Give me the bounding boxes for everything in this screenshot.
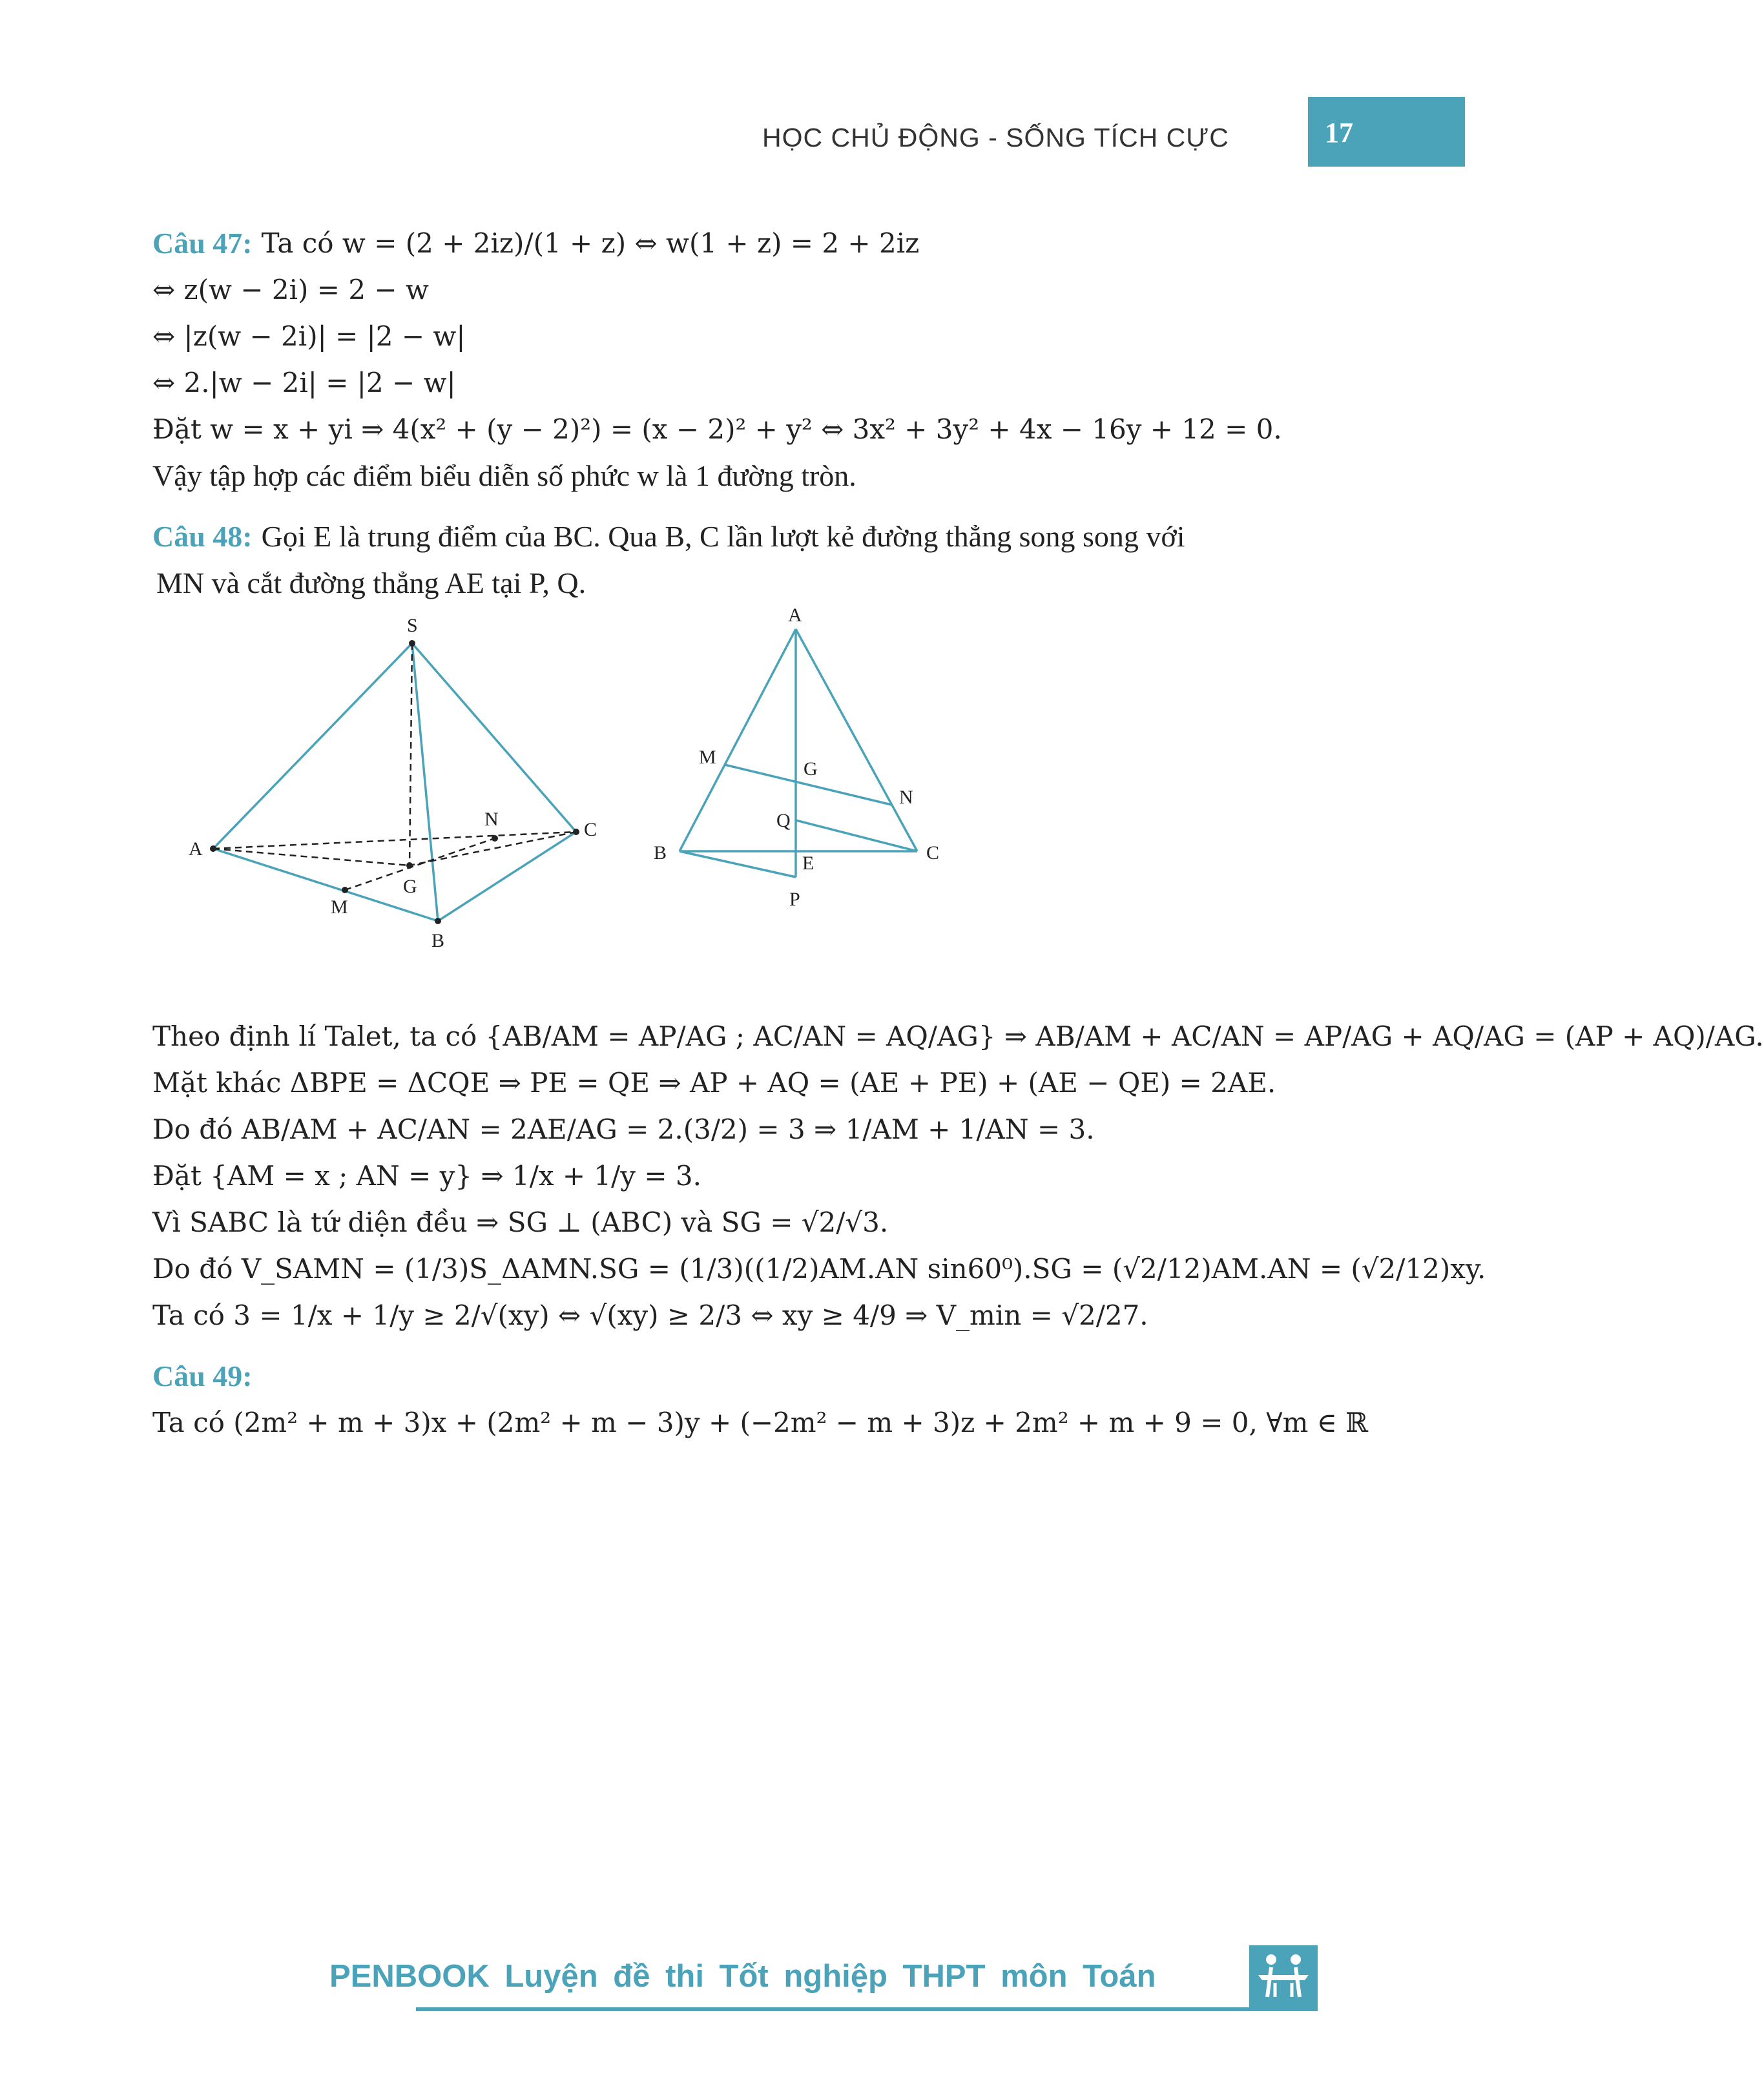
q47-line-4 xyxy=(152,359,1315,406)
triangle-figure xyxy=(654,605,939,910)
q48-minimum-text: Ta có 3 = 1/x + 1/y ≥ 2/√(xy) ⇔ √(xy) ≥ 2/3 ⇔ xy ≥ 4/9 ⇒ V_min = √2/27. xyxy=(152,1299,1148,1331)
svg-text:M xyxy=(699,747,716,768)
point-c xyxy=(573,829,579,835)
dashed-sg xyxy=(410,643,412,865)
svg-text:C xyxy=(584,819,597,840)
svg-text:S xyxy=(407,615,418,636)
svg-text:P xyxy=(789,889,800,910)
label-n: N xyxy=(484,809,499,830)
q47-line-2 xyxy=(152,266,1315,313)
svg-text:G xyxy=(804,758,818,780)
q47-conclusion xyxy=(152,452,1315,499)
q47-equation-2: ⇔ z(w − 2i) = 2 − w xyxy=(152,273,429,305)
svg-text:C xyxy=(926,842,939,864)
edge-sa xyxy=(213,643,412,849)
q48-talet xyxy=(152,1013,1764,1059)
q49-equation-1: Ta có (2m² + m + 3)x + (2m² + m − 3)y + (−2m² − m + 3)z + 2m² + m + 9 = 0, ∀m ∈ ℝ xyxy=(152,1406,1369,1438)
logo-svg xyxy=(1249,1945,1318,2007)
q48-line-1 xyxy=(152,513,1315,559)
q48-height-text: Vì SABC là tứ diện đều ⇒ SG ⊥ (ABC) và SG = √2/√3. xyxy=(152,1206,889,1238)
side-ac xyxy=(796,629,917,851)
q48-line-height xyxy=(152,1199,1315,1245)
q49-line-1 xyxy=(152,1399,1369,1445)
q48-congruent-text: Mặt khác ΔBPE = ΔCQE ⇒ PE = QE ⇒ AP + AQ = (AE + PE) + (AE − QE) = 2AE. xyxy=(152,1066,1276,1099)
svg-text:N xyxy=(899,787,913,808)
q48-figures xyxy=(152,605,1315,1000)
svg-text:B xyxy=(431,930,444,951)
q47-equation-1: Ta có w = (2 + 2iz)/(1 + z) ⇔ w(1 + z) = 2 + 2iz xyxy=(261,227,920,259)
tri-label-g: G xyxy=(804,758,818,780)
point-b xyxy=(435,918,441,924)
q47-line-3 xyxy=(152,313,1315,359)
label-a: A xyxy=(189,838,203,860)
q48-line-minimum xyxy=(152,1292,1315,1338)
label-c: C xyxy=(584,819,597,840)
page-number: 17 xyxy=(1325,117,1353,149)
tri-label-c: C xyxy=(926,842,940,864)
point-s xyxy=(409,640,415,647)
q48-sum-text: Do đó AB/AM + AC/AN = 2AE/AG = 2.(3/2) = 3 ⇒ 1/AM + 1/AN = 3. xyxy=(152,1113,1095,1145)
svg-text:M xyxy=(331,896,348,918)
label-b: B xyxy=(431,930,445,951)
svg-text:Q xyxy=(776,810,791,831)
q47-line-5 xyxy=(152,406,1315,452)
svg-text:G xyxy=(403,876,417,897)
tri-label-p: P xyxy=(789,889,800,910)
q47-equation-4: ⇔ 2.|w − 2i| = |2 − w| xyxy=(152,366,456,398)
q48-line-volume xyxy=(152,1245,1486,1292)
point-m xyxy=(342,887,348,893)
page-number-tab xyxy=(1308,97,1465,167)
tri-label-m: M xyxy=(699,747,716,768)
tri-label-q: Q xyxy=(776,810,791,831)
footer-title: PENBOOK Luyện đề thi Tốt nghiệp THPT môn Toán xyxy=(329,1959,1156,1994)
tri-label-b: B xyxy=(654,842,667,864)
q48-line-2 xyxy=(152,559,1315,606)
q48-substitute-text: Đặt {AM = x ; AN = y} ⇒ 1/x + 1/y = 3. xyxy=(152,1159,701,1192)
q48-label: Câu 48: xyxy=(152,519,253,553)
svg-text:E xyxy=(802,853,814,874)
figure-svg xyxy=(152,605,1315,1000)
q48-line-sum xyxy=(152,1106,1315,1152)
q49-heading xyxy=(152,1352,1315,1399)
q47-label: Câu 47: xyxy=(152,226,253,260)
dashed-mn xyxy=(345,838,495,890)
svg-text:B xyxy=(654,842,667,864)
tetrahedron-figure xyxy=(189,615,597,951)
edge-sc xyxy=(412,643,576,832)
segment-bp xyxy=(680,851,796,877)
tri-label-a: A xyxy=(788,605,802,626)
svg-text:A xyxy=(189,838,203,860)
dashed-ac xyxy=(213,832,576,849)
segment-cq xyxy=(796,820,917,851)
point-n xyxy=(492,835,498,842)
label-m: M xyxy=(331,896,348,918)
svg-text:N xyxy=(484,809,499,830)
penbook-logo-icon xyxy=(1249,1945,1318,2007)
q47-equation-5: Đặt w = x + yi ⇒ 4(x² + (y − 2)²) = (x − 2)² + y² ⇔ 3x² + 3y² + 4x − 16y + 12 = 0. xyxy=(152,413,1282,445)
label-s: S xyxy=(407,615,418,636)
q47-conclusion-text: Vậy tập hợp các điểm biểu diễn số phức w là 1 đường tròn. xyxy=(152,459,856,492)
q48-line-substitute xyxy=(152,1152,1315,1199)
point-a xyxy=(210,845,216,852)
label-g: G xyxy=(403,876,417,897)
footer-rule xyxy=(416,2007,1318,2011)
q49-label: Câu 49: xyxy=(152,1359,253,1392)
q48-talet-text: Theo định lí Talet, ta có {AB/AM = AP/AG ; AC/AN = AQ/AG} ⇒ AB/AM + AC/AN = AP/AG + AQ/AG = (AP + AQ)/AG. xyxy=(152,1020,1764,1052)
svg-text:A xyxy=(788,605,802,626)
tri-label-e: E xyxy=(802,853,815,874)
running-header: HỌC CHỦ ĐỘNG - SỐNG TÍCH CỰC xyxy=(762,123,1229,152)
page-body xyxy=(152,220,1764,1445)
q48-intro-2: MN và cắt đường thẳng AE tại P, Q. xyxy=(156,566,586,599)
q48-intro-1: Gọi E là trung điểm của BC. Qua B, C lần lượt kẻ đường thẳng song song với xyxy=(261,519,1185,553)
point-g xyxy=(406,862,413,869)
q48-volume-text: Do đó V_SAMN = (1/3)S_ΔAMN.SG = (1/3)((1/2)AM.AN sin60⁰).SG = (√2/12)AM.AN = (√2/12)xy. xyxy=(152,1252,1486,1285)
q47-line-1 xyxy=(152,220,1315,266)
tri-label-n: N xyxy=(899,787,913,808)
q48-line-congruent xyxy=(152,1059,1315,1106)
q47-equation-3: ⇔ |z(w − 2i)| = |2 − w| xyxy=(152,320,466,352)
